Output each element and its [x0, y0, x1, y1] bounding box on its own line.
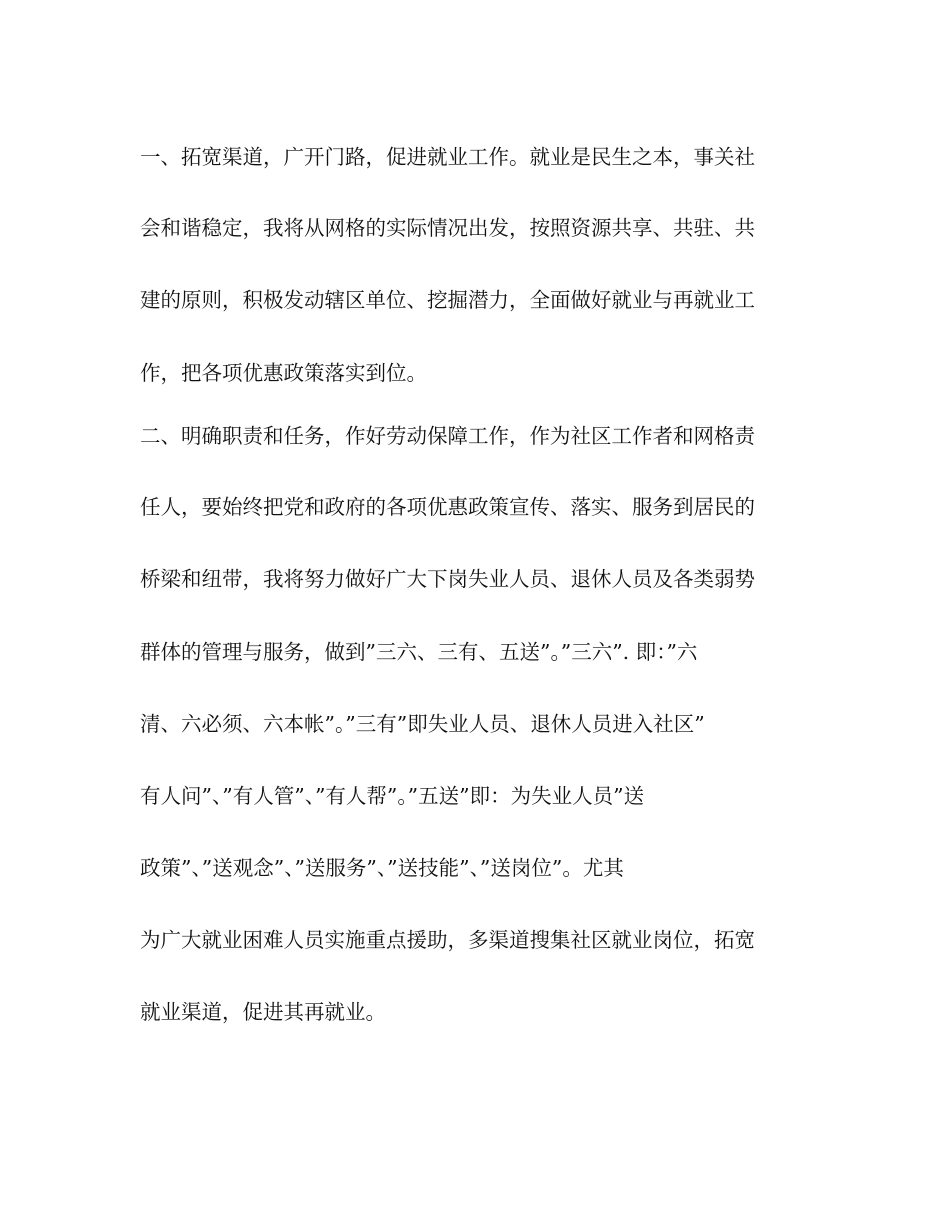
text-line: 桥梁和纽带，我将努力做好广大下岗失业人员、退休人员及各类弱势 — [140, 567, 755, 591]
text-line: 一、拓宽渠道，广开门路，促进就业工作。就业是民生之本，事关社 — [140, 145, 755, 169]
text-line: 政策”、”送观念”、”送服务”、”送技能”、”送岗位”。尤其 — [140, 856, 624, 880]
text-line: 清、六必须、六本帐”。”三有”即失业人员、退休人员进入社区” — [140, 712, 705, 736]
text-line: 建的原则，积极发动辖区单位、挖掘潜力，全面做好就业与再就业工 — [140, 288, 755, 312]
text-line: 二、明确职责和任务，作好劳动保障工作，作为社区工作者和网格责 — [140, 424, 755, 448]
text-line: 任人，要始终把党和政府的各项优惠政策宣传、落实、服务到居民的 — [140, 495, 755, 519]
text-line: 有人问”、”有人管”、”有人帮”。”五送”即：为失业人员”送 — [140, 784, 645, 808]
text-line: 会和谐稳定，我将从网格的实际情况出发，按照资源共享、共驻、共 — [140, 216, 755, 240]
text-line: 群体的管理与服务，做到”三六、三有、五送”。”三六”. 即：”六 — [140, 640, 698, 664]
text-line: 为广大就业困难人员实施重点援助，多渠道搜集社区就业岗位，拓宽 — [140, 928, 755, 952]
text-line: 作，把各项优惠政策落实到位。 — [140, 361, 427, 385]
text-line: 就业渠道，促进其再就业。 — [140, 1000, 386, 1024]
